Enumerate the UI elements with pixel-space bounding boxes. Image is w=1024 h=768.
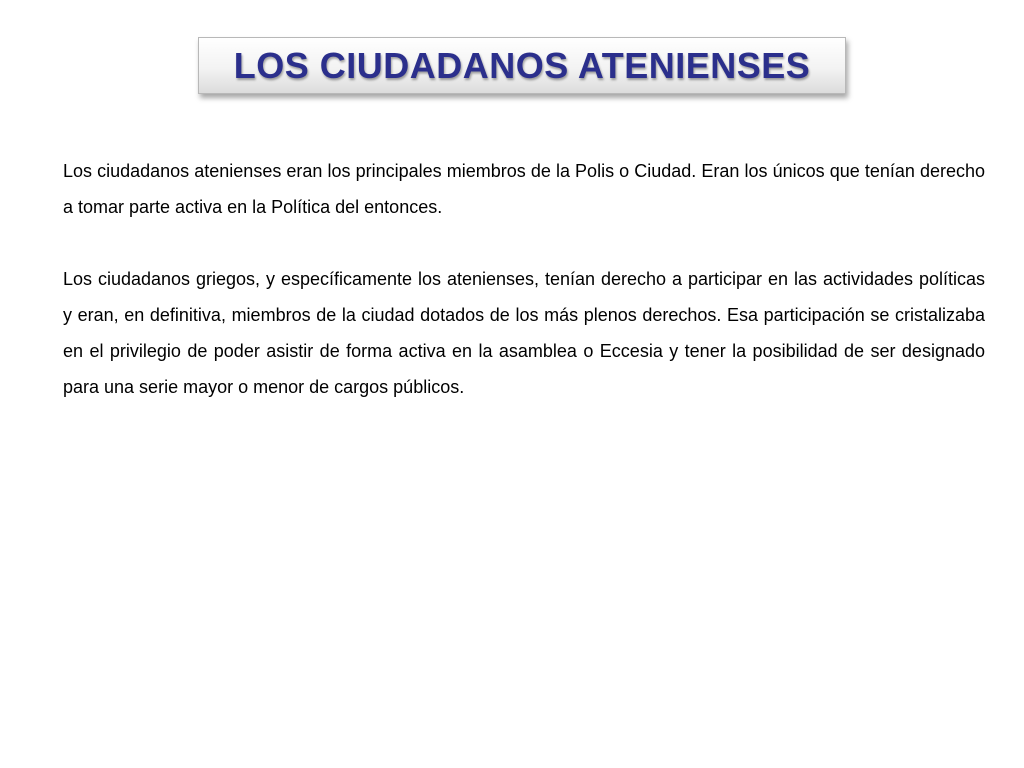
title-banner [198,37,846,94]
paragraph-1: Los ciudadanos atenienses eran los principales miembros de la Polis o Ciudad. Eran los únicos que tenían derecho a tomar parte activa en la Política del entonces. [63,161,985,217]
slide-title: LOS CIUDADANOS ATENIENSES [233,44,811,86]
body-text [63,153,985,405]
paragraph-2: Los ciudadanos griegos, y específicamente los atenienses, tenían derecho a participar en las actividades políticas y eran, en definitiva, miembros de la ciudad dotados de los más plenos derechos. Esa participación se cristalizaba en el privilegio de poder asistir de forma activa en la asamblea o Eccesia y tener la posibilidad de ser designado para una serie mayor o menor de cargos públicos. [63,269,985,397]
